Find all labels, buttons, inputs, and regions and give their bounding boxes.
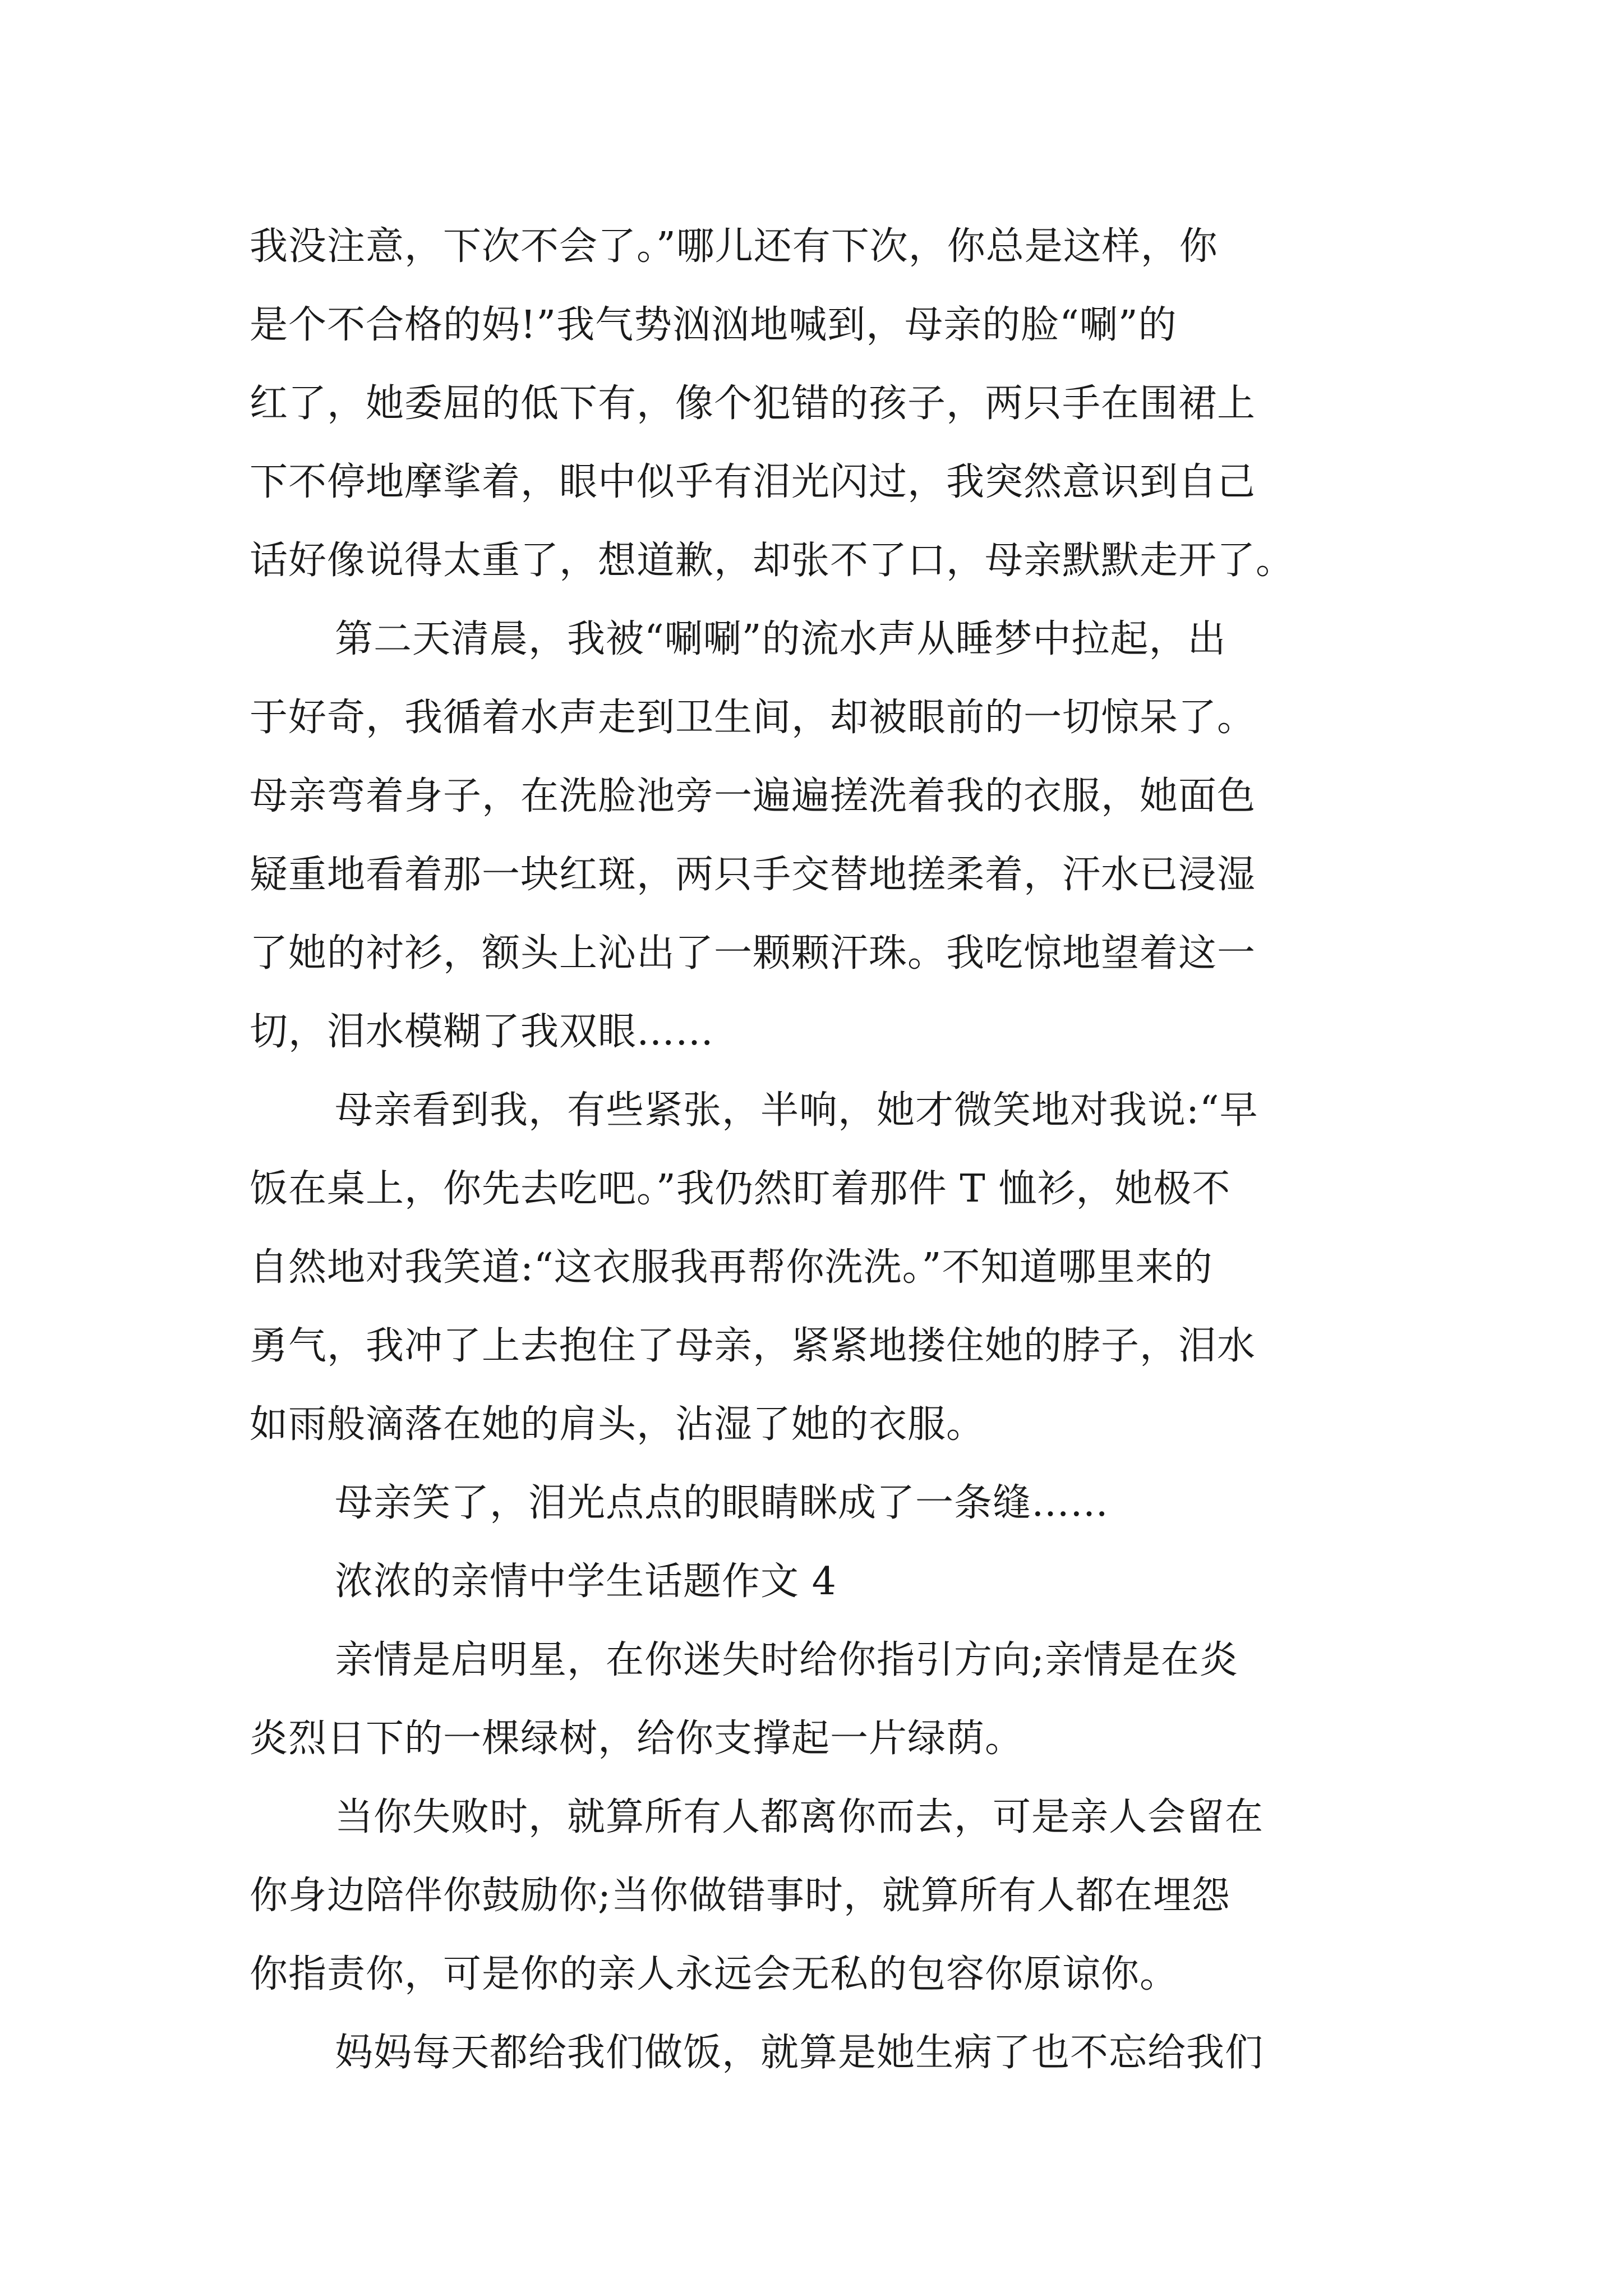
- text-line: 于好奇，我循着水声走到卫生间，却被眼前的一切惊呆了。: [250, 696, 1256, 740]
- text-line: 了她的衬衫，额头上沁出了一颗颗汗珠。我吃惊地望着这一: [250, 931, 1256, 976]
- text-line: 自然地对我笑道:“这衣服我再帮你洗洗。”不知道哪里来的: [250, 1245, 1213, 1290]
- text-line: 话好像说得太重了，想道歉，却张不了口，母亲默默走开了。: [250, 539, 1295, 583]
- text-line: 疑重地看着那一块红斑，两只手交替地搓柔着，汗水已浸湿: [250, 853, 1256, 897]
- text-line: 如雨般滴落在她的肩头，沾湿了她的衣服。: [250, 1402, 985, 1447]
- text-line: 母亲弯着身子，在洗脸池旁一遍遍搓洗着我的衣服，她面色: [250, 774, 1256, 818]
- paragraph-first-line: 亲情是启明星，在你迷失时给你指引方向;亲情是在炎: [335, 1638, 1238, 1682]
- text-line: 勇气，我冲了上去抱住了母亲，紧紧地搂住她的脖子，泪水: [250, 1324, 1256, 1368]
- text-line: 是个不合格的妈!”我气势汹汹地喊到，母亲的脸“唰”的: [250, 303, 1177, 347]
- paragraph-first-line: 当你失败时，就算所有人都离你而去，可是亲人会留在: [335, 1795, 1264, 1839]
- text-line: 红了，她委屈的低下有，像个犯错的孩子，两只手在围裙上: [250, 381, 1256, 426]
- paragraph-first-line: 母亲笑了，泪光点点的眼睛眯成了一条缝……: [335, 1481, 1109, 1525]
- text-line: 我没注意，下次不会了。”哪儿还有下次，你总是这样，你: [250, 224, 1218, 269]
- section-title: 浓浓的亲情中学生话题作文 4: [335, 1559, 837, 1604]
- paragraph-first-line: 第二天清晨，我被“唰唰”的流水声从睡梦中拉起，出: [335, 617, 1227, 661]
- text-line: 切，泪水模糊了我双眼……: [250, 1010, 714, 1054]
- text-line: 你指责你，可是你的亲人永远会无私的包容你原谅你。: [250, 1952, 1179, 1996]
- text-line: 你身边陪伴你鼓励你;当你做错事时，就算所有人都在埋怨: [250, 1874, 1230, 1918]
- paragraph-first-line: 母亲看到我，有些紧张，半响，她才微笑地对我说:“早: [335, 1088, 1258, 1133]
- text-line: 下不停地摩挲着，眼中似乎有泪光闪过，我突然意识到自己: [250, 460, 1256, 504]
- text-line: 饭在桌上，你先去吃吧。”我仍然盯着那件 T 恤衫，她极不: [250, 1167, 1231, 1211]
- paragraph-first-line: 妈妈每天都给我们做饭，就算是她生病了也不忘给我们: [335, 2031, 1264, 2075]
- text-line: 炎烈日下的一棵绿树，给你支撑起一片绿荫。: [250, 1717, 1024, 1761]
